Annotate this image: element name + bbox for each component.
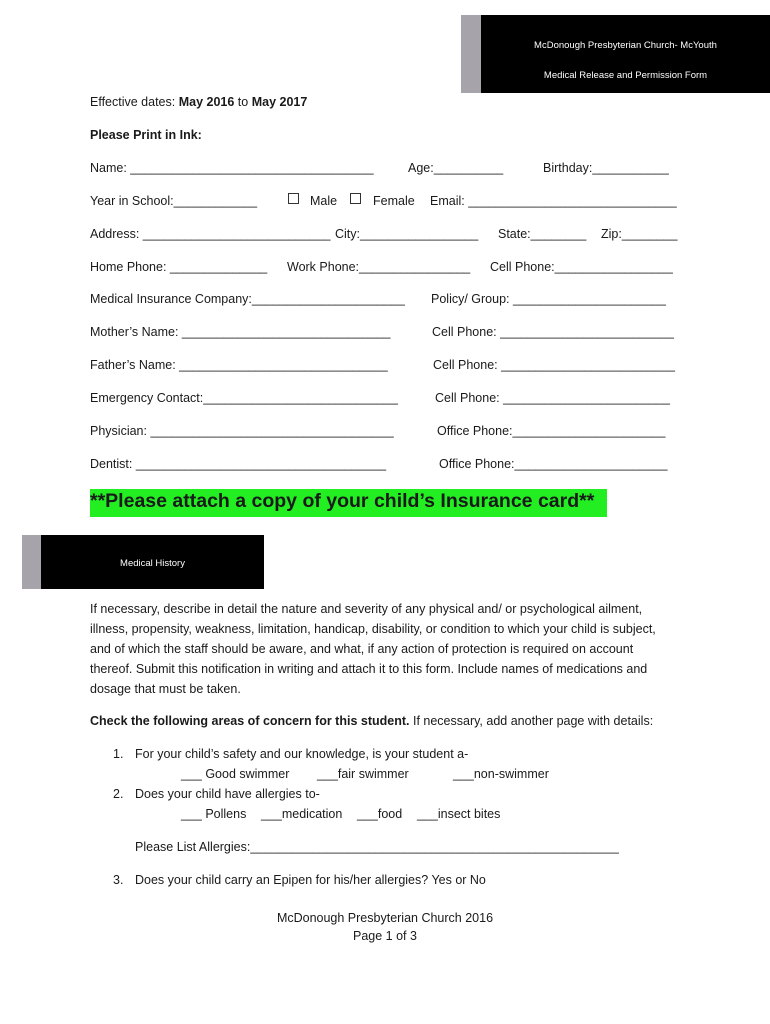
fathers-name-field[interactable]: Father’s Name: ______________________________ [90, 358, 388, 372]
q2-number: 2. [113, 787, 124, 801]
q2-text: Does your child have allergies to- [135, 787, 320, 801]
home-phone-field[interactable]: Home Phone: ______________ [90, 260, 268, 274]
q2-option-insect-bites[interactable]: ___insect bites [417, 807, 501, 821]
effective-middle: to [234, 95, 252, 109]
q1-number: 1. [113, 747, 124, 761]
female-checkbox[interactable] [350, 193, 361, 204]
physician-field[interactable]: Physician: ___________________________________ [90, 424, 394, 438]
father-cell-field[interactable]: Cell Phone: _________________________ [433, 358, 675, 372]
emergency-contact-field[interactable]: Emergency Contact:____________________________ [90, 391, 398, 405]
q2-option-food[interactable]: ___food [357, 807, 403, 821]
header-form-title: Medical Release and Permission Form [543, 70, 708, 81]
cell-phone-field[interactable]: Cell Phone:_________________ [490, 260, 673, 274]
effective-end: May 2017 [251, 95, 308, 109]
q1-option-good-swimmer[interactable]: ___ Good swimmer [181, 767, 290, 781]
medical-history-title: Medical History [120, 558, 185, 569]
address-field[interactable]: Address: ___________________________ [90, 227, 331, 241]
q1-text: For your child’s safety and our knowledge, is your student a- [135, 747, 469, 761]
q3-number: 3. [113, 873, 124, 887]
check-areas-instruction [90, 714, 653, 728]
footer-org: McDonough Presbyterian Church 2016 [276, 911, 494, 925]
q1-option-fair-swimmer[interactable]: ___fair swimmer [317, 767, 409, 781]
q2-option-pollens[interactable]: ___ Pollens [181, 807, 247, 821]
header-org: McDonough Presbyterian Church- McYouth [534, 40, 717, 51]
header-banner [481, 15, 770, 93]
q1-option-non-swimmer[interactable]: ___non-swimmer [453, 767, 549, 781]
paragraph-line: dosage that must be taken. [90, 682, 241, 696]
paragraph-line: If necessary, describe in detail the nature and severity of any physical and/ or psychological ailment, [90, 602, 643, 616]
name-field[interactable]: Name: ___________________________________ [90, 161, 374, 175]
policy-group-field[interactable]: Policy/ Group: ______________________ [431, 292, 666, 306]
email-field[interactable]: Email: ______________________________ [430, 194, 677, 208]
q3-text: Does your child carry an Epipen for his/her allergies? Yes or No [135, 873, 486, 887]
header-accent-bar [461, 15, 481, 93]
check-areas-rest: If necessary, add another page with details: [409, 714, 654, 728]
footer-page-number: Page 1 of 3 [353, 929, 417, 943]
paragraph-line: and of which the staff should be aware, and what, if any action of protection is required on account [90, 642, 634, 656]
mothers-name-field[interactable]: Mother’s Name: ______________________________ [90, 325, 391, 339]
insurance-notice: **Please attach a copy of your child’s Insurance card** [90, 490, 595, 512]
city-field[interactable]: City:_________________ [335, 227, 479, 241]
work-phone-field[interactable]: Work Phone:________________ [287, 260, 471, 274]
state-field[interactable]: State:________ [498, 227, 587, 241]
dentist-field[interactable]: Dentist: ____________________________________ [90, 457, 387, 471]
male-checkbox[interactable] [288, 193, 299, 204]
male-label: Male [310, 194, 338, 208]
effective-prefix: Effective dates: [90, 95, 179, 109]
physician-office-field[interactable]: Office Phone:______________________ [437, 424, 666, 438]
insurance-company-field[interactable]: Medical Insurance Company:______________________ [90, 292, 405, 306]
year-in-school-field[interactable]: Year in School:____________ [90, 194, 258, 208]
section-accent-bar [22, 535, 41, 589]
age-field[interactable]: Age:__________ [408, 161, 504, 175]
effective-dates [90, 95, 307, 109]
medical-history-paragraph [90, 599, 690, 699]
q2-option-medication[interactable]: ___medication [261, 807, 343, 821]
zip-field[interactable]: Zip:________ [601, 227, 678, 241]
dentist-office-field[interactable]: Office Phone:______________________ [439, 457, 668, 471]
female-label: Female [373, 194, 415, 208]
paragraph-line: illness, propensity, weakness, limitation, handicap, disability, or condition to which your child is subject, [90, 622, 656, 636]
paragraph-line: thereof. Submit this notification in writing and attach it to this form. Include names of medications and [90, 662, 648, 676]
print-note: Please Print in Ink: [90, 128, 202, 142]
effective-start: May 2016 [178, 95, 235, 109]
list-allergies-field[interactable]: Please List Allergies:_____________________________________________________ [135, 840, 619, 854]
emergency-cell-field[interactable]: Cell Phone: ________________________ [435, 391, 670, 405]
check-areas-bold: Check the following areas of concern for this student. [90, 714, 410, 728]
mother-cell-field[interactable]: Cell Phone: _________________________ [432, 325, 674, 339]
birthday-field[interactable]: Birthday:___________ [543, 161, 669, 175]
